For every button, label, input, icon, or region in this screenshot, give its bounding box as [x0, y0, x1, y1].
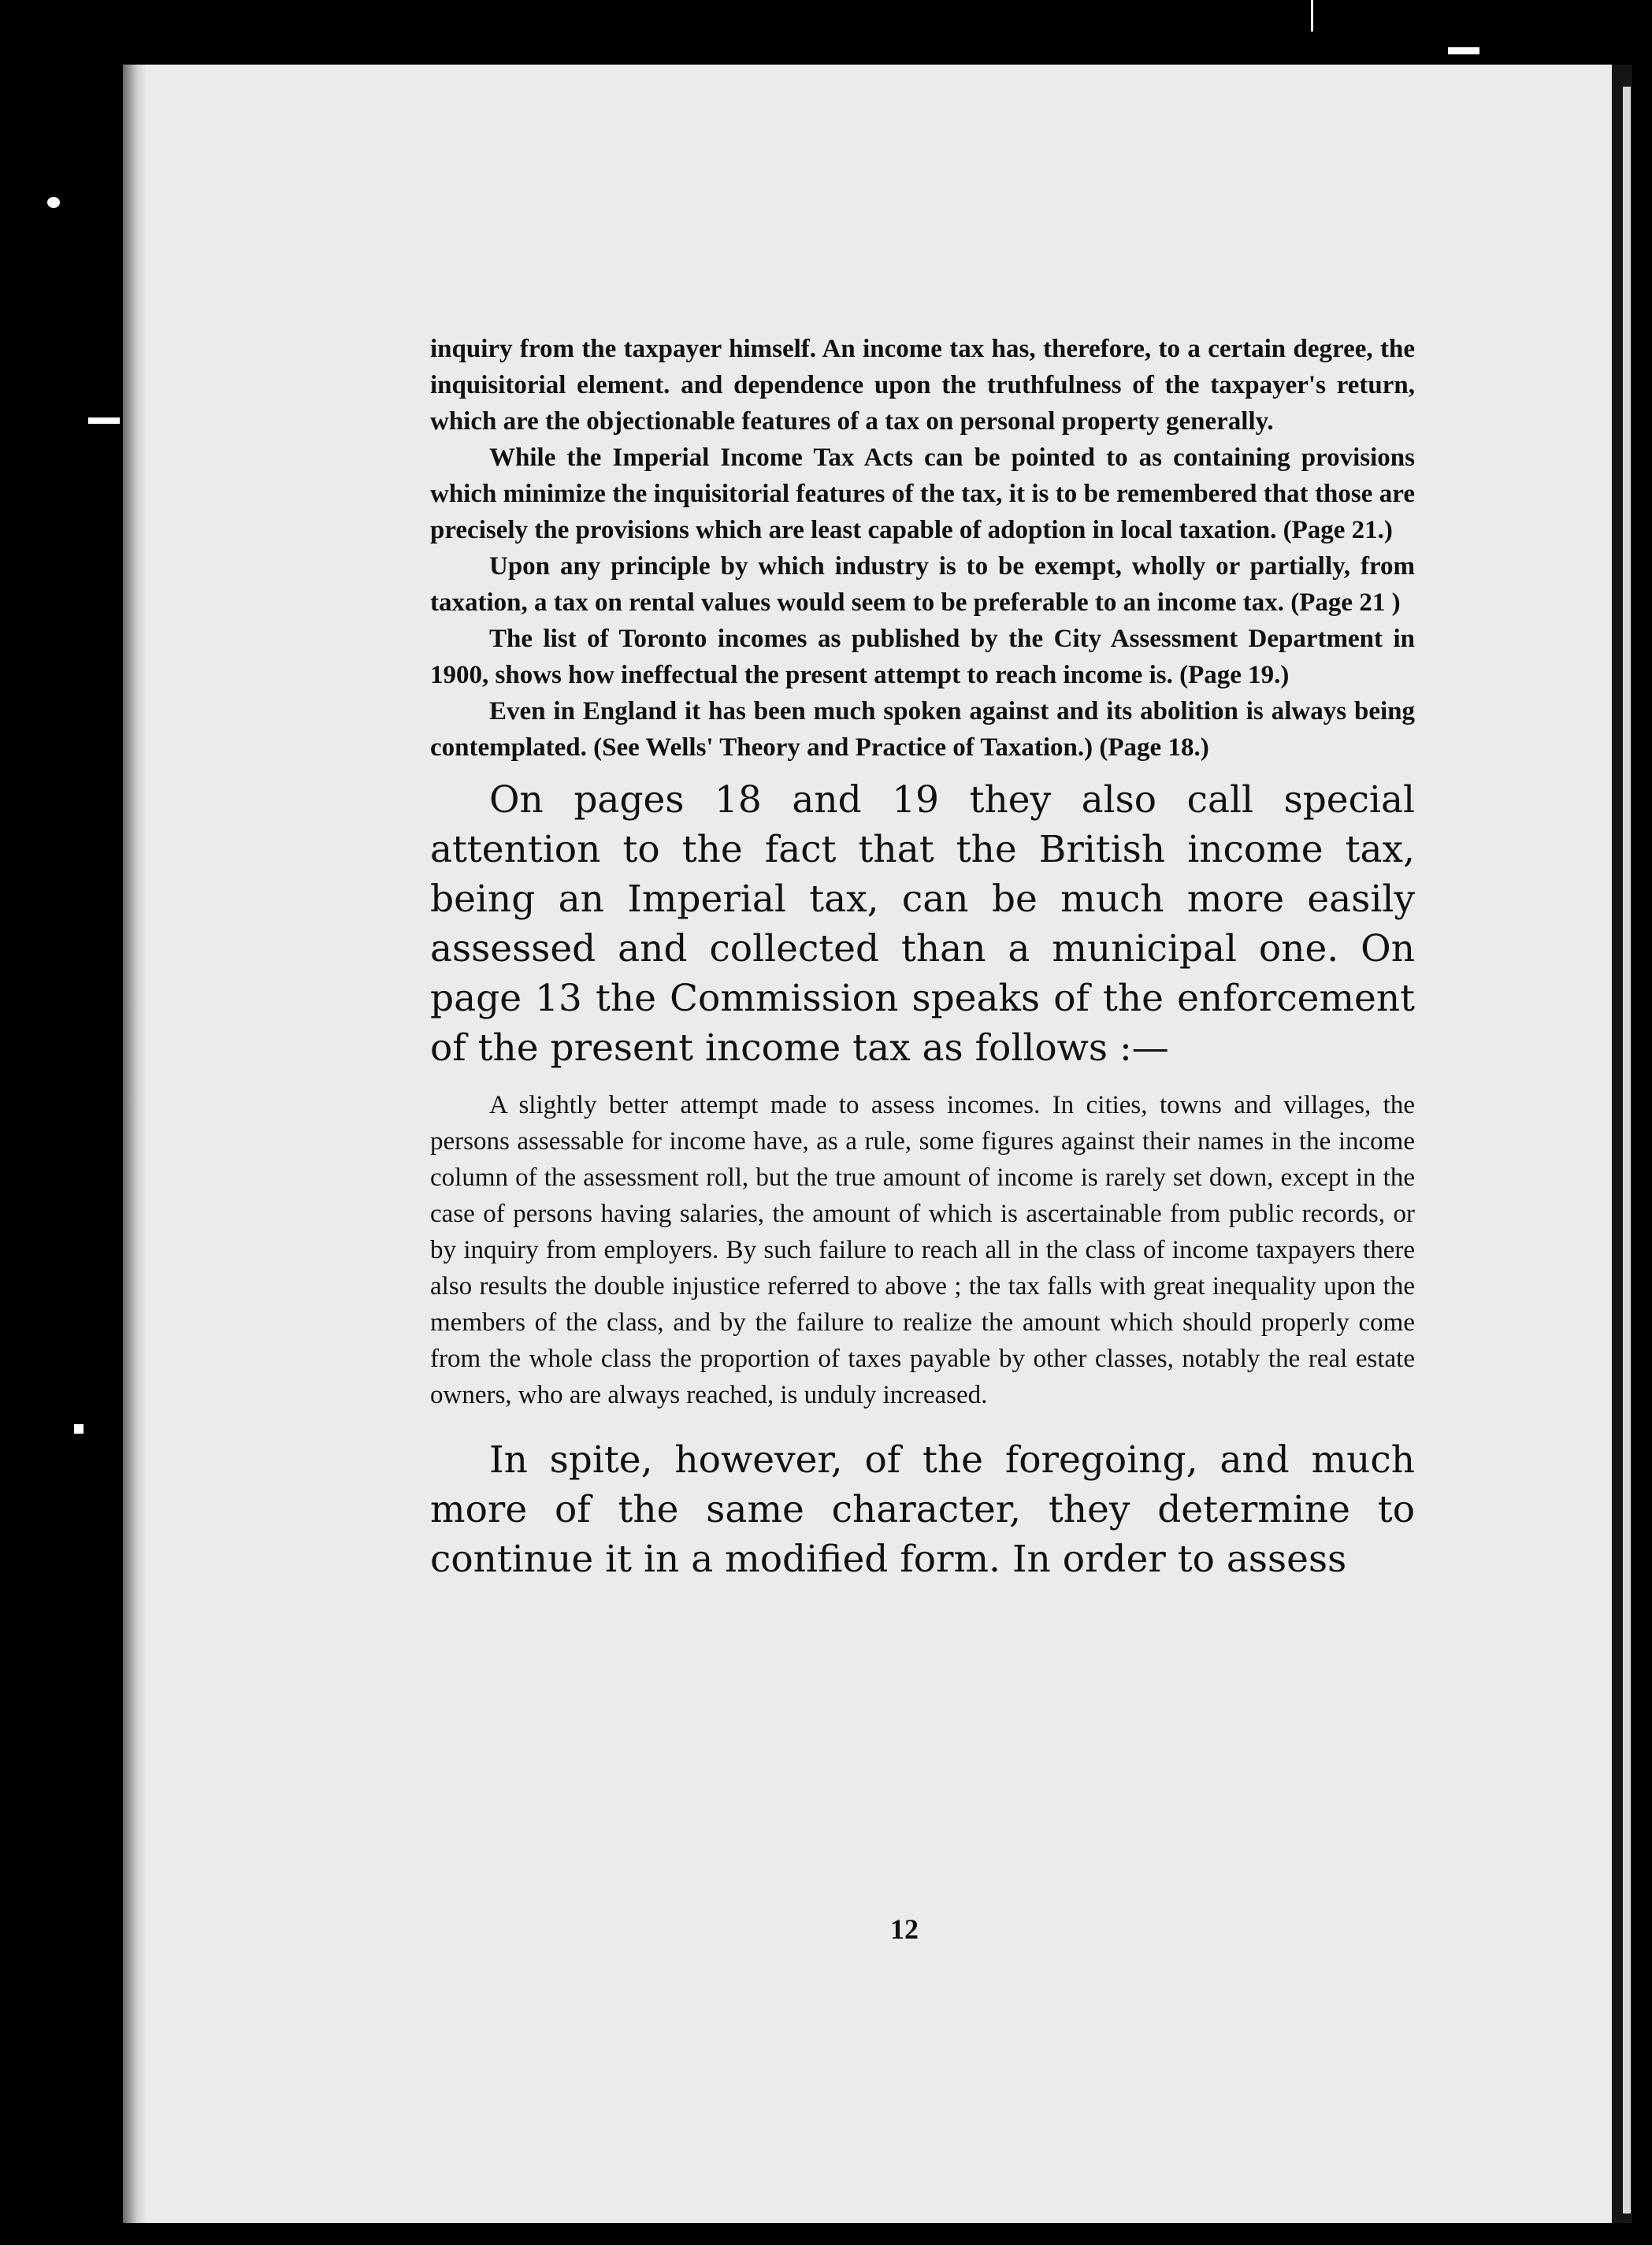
paragraph-gap: [430, 766, 1415, 775]
quoted-paragraph: The list of Toronto incomes as published by the City Assessment Department in 1900, shows how ineffectual the present attempt to reach income is. (Page 19.): [430, 625, 1415, 689]
scan-speck: [1448, 47, 1479, 54]
quoted-paragraph: While the Imperial Income Tax Acts can be pointed to as containing provisions which minimize the inquisitorial features of the tax, it is to be remembered that those are precisely the provisions which are least capable of adoption in local taxation. (Page 21.): [430, 443, 1415, 544]
body-paragraph: On pages 18 and 19 they also call special attention to the fact that the British income tax, being an Imperial tax, can be much more easily assessed and collected than a municipal one. On page 13 the Commission speaks of the enforcement of the present income tax as follows :—: [430, 778, 1415, 1070]
paragraph-gap: [430, 1413, 1415, 1435]
page-text: [430, 331, 1415, 1584]
scan-speck: [74, 1424, 84, 1434]
quoted-paragraph: inquiry from the taxpayer himself. An income tax has, therefore, to a certain degree, the inquisitorial element. and dependence upon the truthfulness of the taxpayer's return, which are the objectionable features of a tax on personal property generally.: [430, 335, 1415, 436]
page-right-strip: [1623, 87, 1631, 2213]
quoted-paragraph: A slightly better attempt made to assess incomes. In cities, towns and villages, the persons assessable for income have, as a rule, some figures against their names in the income column of the assessment roll, but the true amount of income is rarely set down, except in the case of persons having salaries, the amount of which is ascertainable from public records, or by inquiry from employers. By such failure to reach all in the class of income taxpayers there also results the double injustice referred to above ; the tax falls with great inequality upon the members of the class, and by the failure to realize the amount which should properly come from the whole class the proportion of taxes payable by other classes, notably the real estate owners, who are always reached, is unduly increased.: [430, 1091, 1415, 1409]
scan-speck: [88, 417, 120, 424]
quoted-paragraph: Upon any principle by which industry is to be exempt, wholly or partially, from taxation, a tax on rental values would seem to be preferable to an income tax. (Page 21 ): [430, 552, 1415, 617]
body-paragraph: In spite, however, of the foregoing, and much more of the same character, they determine to continue it in a modified form. In order to assess: [430, 1438, 1415, 1581]
page-binding-edge: [123, 65, 147, 2223]
page-number: 12: [890, 1913, 919, 1945]
scan-speck: [47, 197, 60, 208]
paragraph-gap: [430, 1073, 1415, 1087]
quoted-paragraph: Even in England it has been much spoken against and its abolition is always being contemplated. (See Wells' Theory and Practice of Taxation.) (Page 18.): [430, 697, 1415, 762]
scan-speck: [1311, 0, 1313, 32]
